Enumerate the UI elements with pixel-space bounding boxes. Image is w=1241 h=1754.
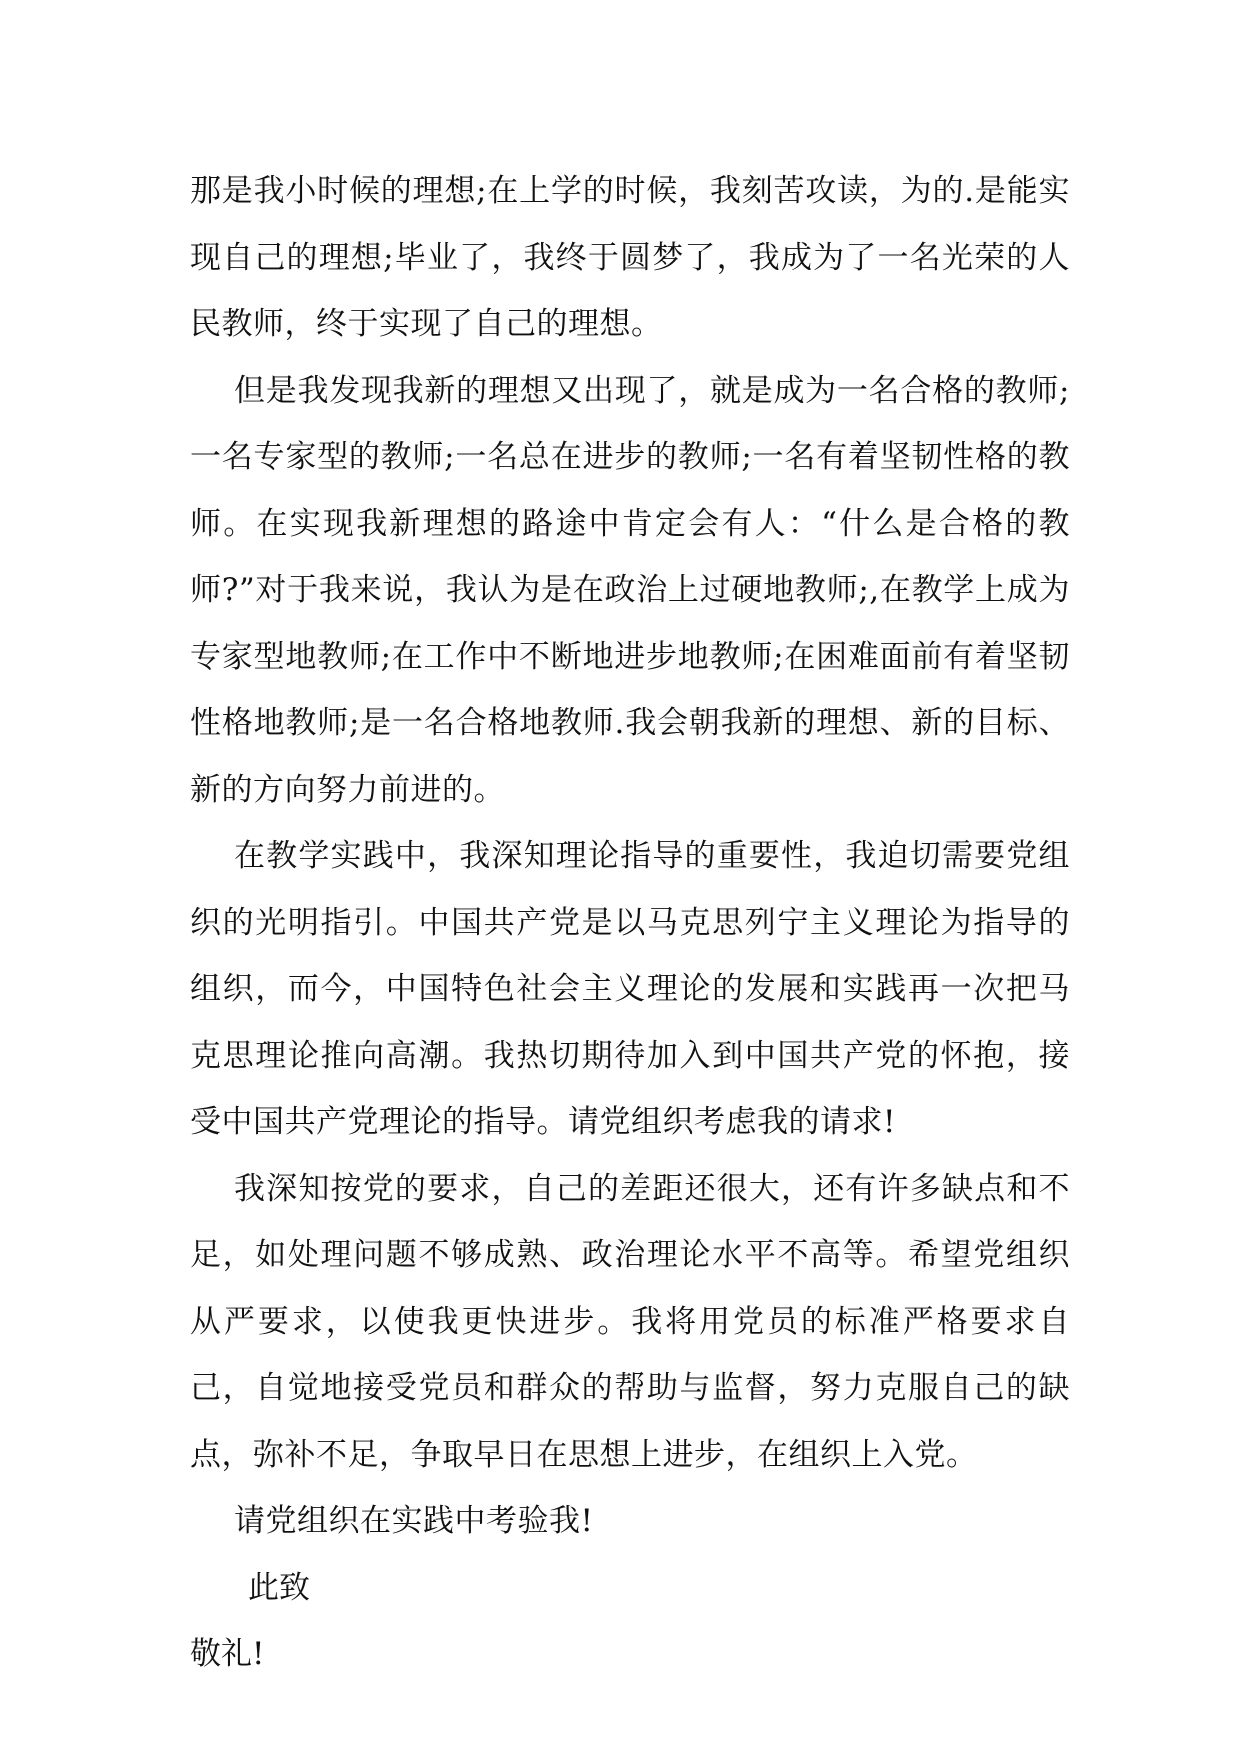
closing-line: 敬礼! [190,1636,265,1672]
paragraph-2: 但是我发现我新的理想又出现了，就是成为一名合格的教师;一名专家型的教师;一名总在进步的教师;一名有着坚韧性格的教师。在实现我新理想的路途中肯定会有人：“什么是合格的教师?”对于我来说，我认为是在政治上过硬地教师;,在教学上成为专家型地教师;在工作中不断地进步地教师;在困难面前有着坚韧性格地教师;是一名合格地教师.我会朝我新的理想、新的目标、新的方向努力前进的。 [190,372,1070,808]
paragraph-5: 请党组织在实践中考验我! [234,1503,594,1539]
letter-body [190,158,1070,1688]
paragraph-1: 那是我小时候的理想;在上学的时候，我刻苦攻读，为的.是能实现自己的理想;毕业了，我终于圆梦了，我成为了一名光荣的人民教师，终于实现了自己的理想。 [190,173,1070,342]
paragraph-3: 在教学实践中，我深知理论指导的重要性，我迫切需要党组织的光明指引。中国共产党是以马克思列宁主义理论为指导的组织，而今，中国特色社会主义理论的发展和实践再一次把马克思理论推向高潮。我热切期待加入到中国共产党的怀抱，接受中国共产党理论的指导。请党组织考虑我的请求! [190,838,1070,1140]
greeting-line: 此致 [248,1569,310,1606]
paragraph-4: 我深知按党的要求，自己的差距还很大，还有许多缺点和不足，如处理问题不够成熟、政治理论水平不高等。希望党组织从严要求，以使我更快进步。我将用党员的标准严格要求自己，自觉地接受党员和群众的帮助与监督，努力克服自己的缺点，弥补不足，争取早日在思想上进步，在组织上入党。 [190,1170,1070,1473]
